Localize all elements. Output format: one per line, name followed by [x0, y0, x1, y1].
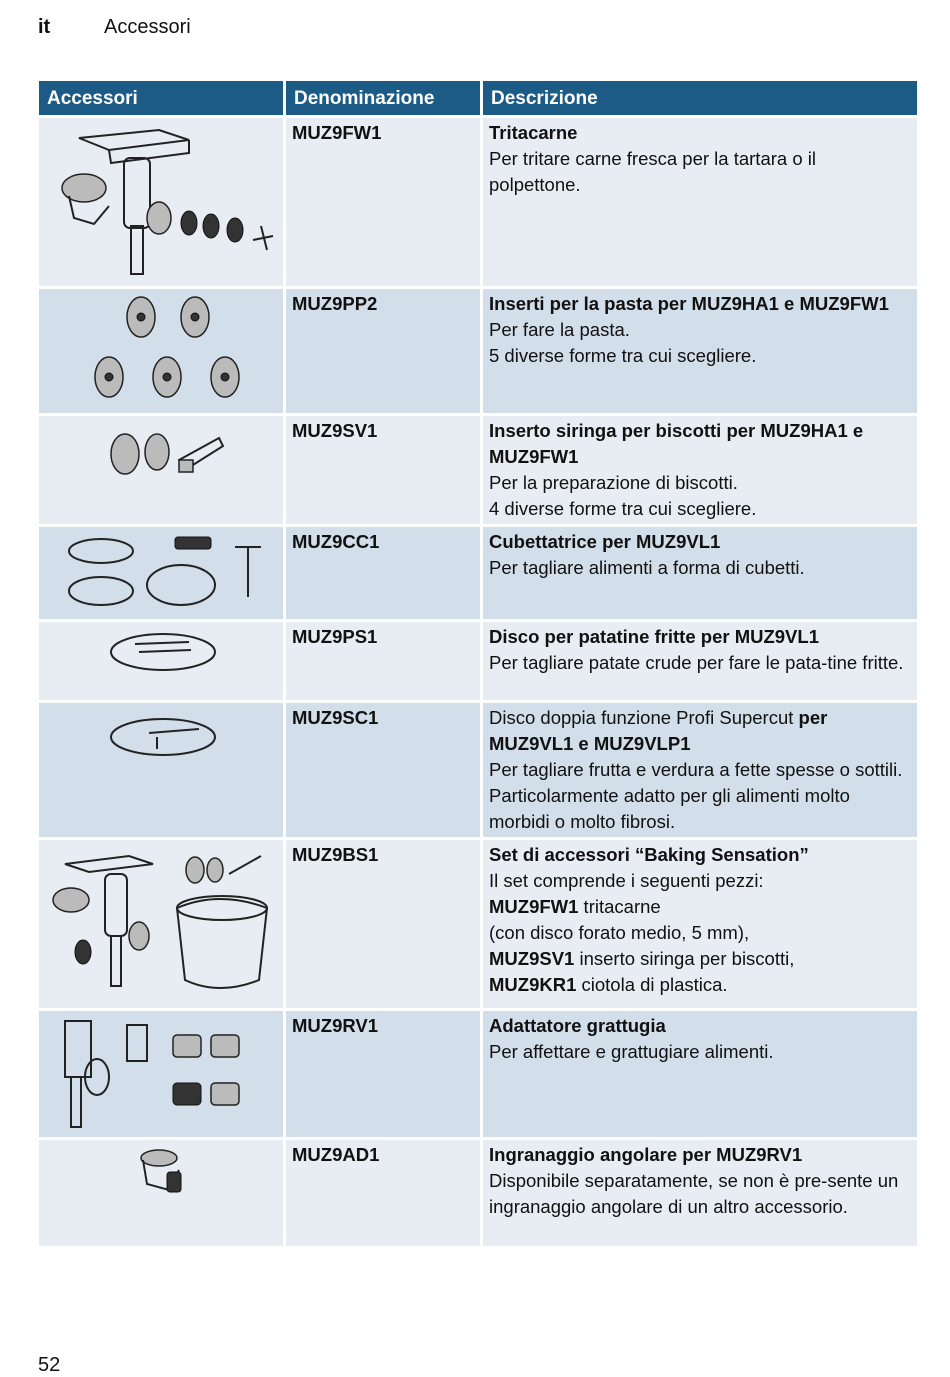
accessory-image-cell [39, 1140, 283, 1246]
page-header [38, 16, 191, 39]
product-code: MUZ9CC1 [286, 527, 480, 619]
table-row [39, 527, 917, 619]
accessory-image-cell [39, 1011, 283, 1137]
product-code: MUZ9FW1 [286, 118, 480, 286]
description-title: Adattatore grattugia [489, 1015, 666, 1036]
description-text: Per tritare carne fresca per la tartara o il polpettone. [489, 148, 816, 195]
set-item-text: tritacarne [578, 896, 661, 917]
product-description [483, 527, 917, 619]
description-text: Per fare la pasta. [489, 319, 630, 340]
accessory-image-cell [39, 840, 283, 1008]
product-code: MUZ9AD1 [286, 1140, 480, 1246]
product-description [483, 118, 917, 286]
accessories-table [36, 78, 920, 1249]
table-row [39, 289, 917, 413]
table-row [39, 118, 917, 286]
table-header-row [39, 81, 917, 115]
description-title: Inserto siringa per biscotti per MUZ9HA1 e MUZ9FW1 [489, 420, 864, 467]
description-title-bold: per MUZ9VL1 e MUZ9VLP1 [489, 707, 828, 754]
description-title: Ingranaggio angolare per MUZ9RV1 [489, 1144, 803, 1165]
grater-adapter-illustration [39, 1011, 283, 1137]
description-text: Per tagliare patate crude per fare le pata-tine fritte. [489, 652, 904, 673]
page-number: 52 [38, 1354, 61, 1376]
product-description [483, 1140, 917, 1246]
set-item [489, 946, 911, 972]
accessory-image-cell [39, 703, 283, 837]
description-text: Per tagliare alimenti a forma di cubetti. [489, 557, 805, 578]
description-title [489, 705, 911, 757]
accessory-image-cell [39, 118, 283, 286]
language-code: it [38, 16, 51, 38]
product-description [483, 840, 917, 1008]
accessory-image-cell [39, 527, 283, 619]
product-code: MUZ9RV1 [286, 1011, 480, 1137]
product-description [483, 1011, 917, 1137]
set-item-text: ciotola di plastica. [576, 974, 728, 995]
product-code: MUZ9PS1 [286, 622, 480, 700]
set-item-text: inserto siringa per biscotti, [574, 948, 795, 969]
accessory-image-cell [39, 622, 283, 700]
description-text: 4 diverse forme tra cui scegliere. [489, 498, 757, 519]
set-item [489, 972, 911, 998]
set-item-code: MUZ9SV1 [489, 948, 575, 969]
table-row [39, 622, 917, 700]
product-code: MUZ9SV1 [286, 416, 480, 524]
description-title: Cubettatrice per MUZ9VL1 [489, 531, 721, 552]
description-text: 5 diverse forme tra cui scegliere. [489, 345, 757, 366]
description-text: Disponibile separatamente, se non è pre-sente un ingranaggio angolare di un altro accessorio. [489, 1170, 899, 1217]
section-title: Accessori [104, 16, 191, 38]
pasta-discs-illustration [39, 289, 283, 413]
description-text: Per la preparazione di biscotti. [489, 472, 738, 493]
product-code: MUZ9SC1 [286, 703, 480, 837]
cookie-press-illustration [39, 416, 283, 520]
product-code: MUZ9PP2 [286, 289, 480, 413]
product-description [483, 289, 917, 413]
product-code: MUZ9BS1 [286, 840, 480, 1008]
table-row [39, 1140, 917, 1246]
column-header-description: Descrizione [483, 81, 917, 115]
accessory-image-cell [39, 289, 283, 413]
description-intro: Il set comprende i seguenti pezzi: [489, 870, 764, 891]
column-header-accessories: Accessori [39, 81, 283, 115]
supercut-disc-illustration [39, 703, 283, 833]
accessory-image-cell [39, 416, 283, 524]
description-text: Per tagliare frutta e verdura a fette spesse o sottili. Particolarmente adatto per gli alimenti molto morbidi o molto fibrosi. [489, 759, 903, 832]
set-item [489, 920, 911, 946]
product-description [483, 416, 917, 524]
meat-grinder-illustration [39, 118, 283, 286]
column-header-name: Denominazione [286, 81, 480, 115]
description-title: Set di accessori “Baking Sensation” [489, 844, 809, 865]
product-description [483, 703, 917, 837]
table-row [39, 703, 917, 837]
set-item-code: MUZ9KR1 [489, 974, 577, 995]
table-row [39, 840, 917, 1008]
baking-set-illustration [39, 840, 283, 1008]
set-item [489, 894, 911, 920]
dicer-illustration [39, 527, 283, 619]
set-item-code: MUZ9FW1 [489, 896, 579, 917]
description-title-prefix: Disco doppia funzione Profi Supercut [489, 707, 799, 728]
description-title: Disco per patatine fritte per MUZ9VL1 [489, 626, 819, 647]
product-description [483, 622, 917, 700]
description-title: Tritacarne [489, 122, 578, 143]
fries-disc-illustration [39, 622, 283, 700]
description-title: Inserti per la pasta per MUZ9HA1 e MUZ9FW1 [489, 293, 889, 314]
description-text: Per affettare e grattugiare alimenti. [489, 1041, 774, 1062]
table-row [39, 416, 917, 524]
set-item-text: (con disco forato medio, 5 mm), [489, 922, 750, 943]
angle-gear-illustration [39, 1140, 283, 1246]
table-row [39, 1011, 917, 1137]
